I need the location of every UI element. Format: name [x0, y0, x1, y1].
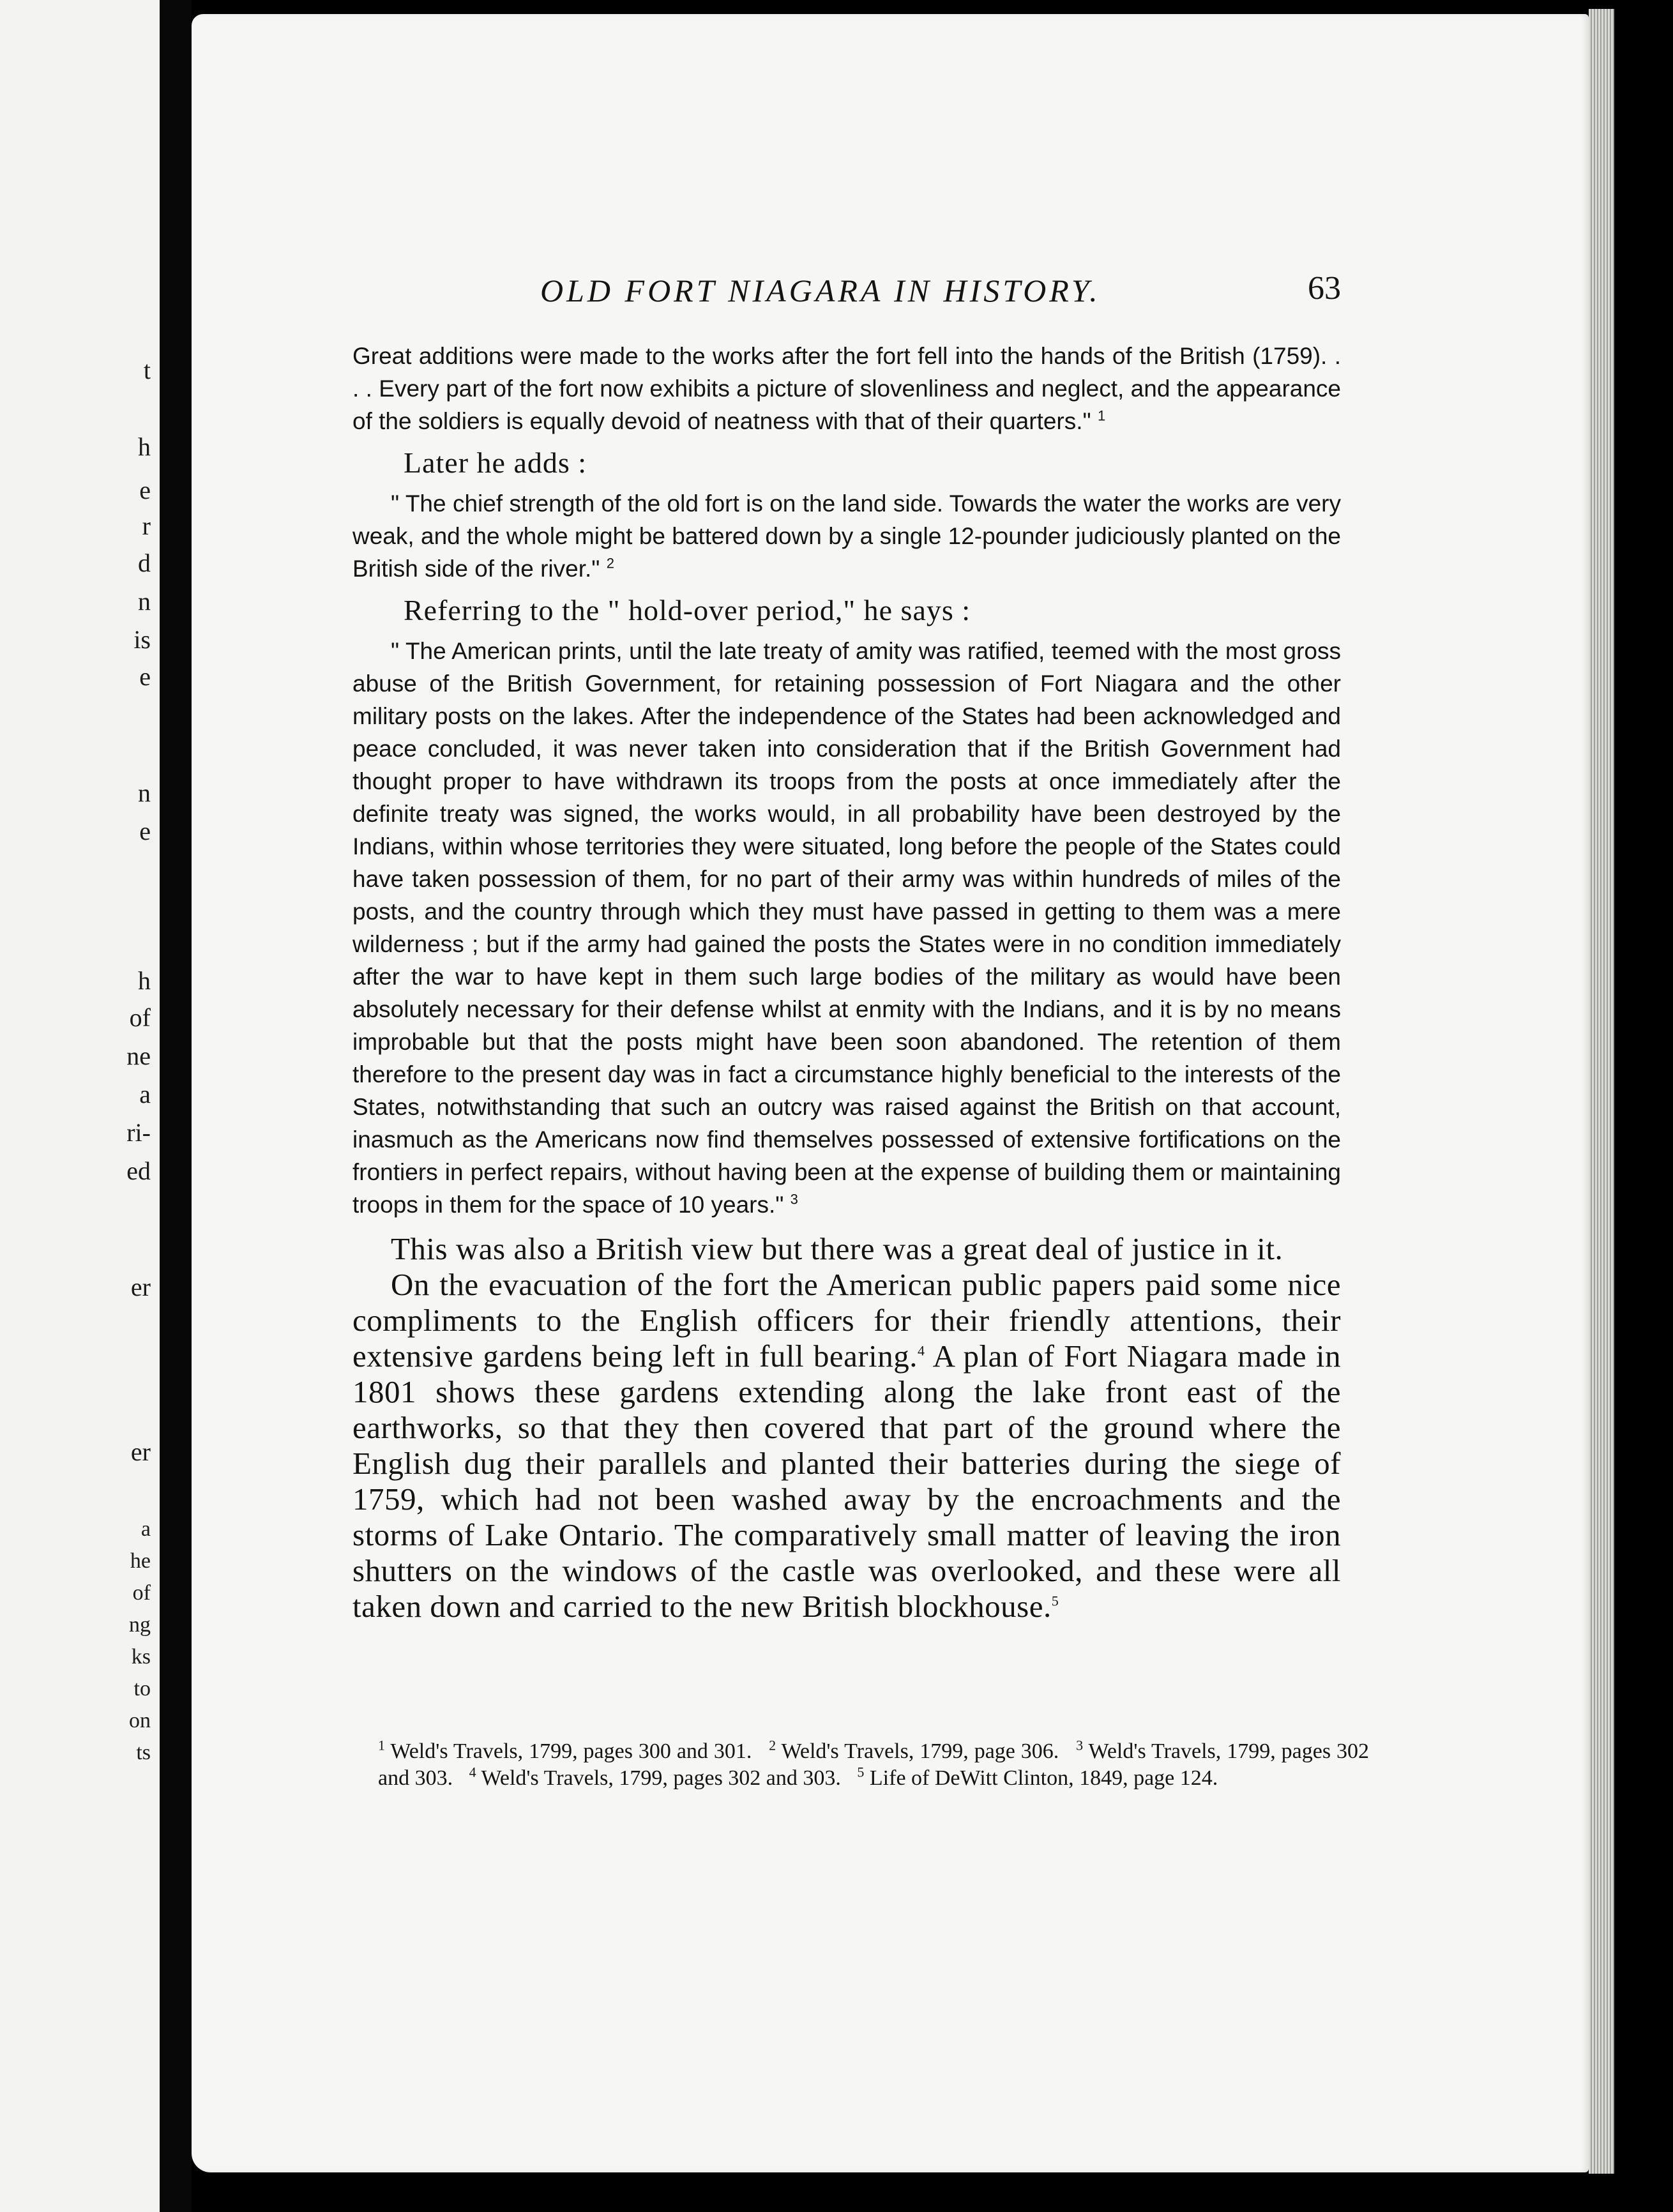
facing-page-letter: er	[130, 1273, 151, 1301]
footnote-number: 5	[857, 1764, 865, 1780]
footnote-ref: 3	[790, 1191, 798, 1208]
footnotes	[378, 1738, 1369, 1792]
facing-page-letter: to	[133, 1677, 151, 1701]
running-title: OLD FORT NIAGARA IN HISTORY.	[540, 273, 1101, 308]
quote-text: Great additions were made to the works after the fort fell into the hands of the British (1759). . . . Every part of the fort now exhibits a picture of slovenliness and neglect, and the appearance of the soldiers is equally devoid of neatness with that of their quarters."	[352, 343, 1341, 434]
facing-page-letter: of	[129, 1003, 151, 1032]
facing-page-letter: ne	[126, 1042, 151, 1070]
facing-page-letter: he	[130, 1549, 151, 1573]
page-stack-edge	[1589, 9, 1614, 2174]
quote-text: " The chief strength of the old fort is on the land side. Towards the water the works are very weak, and the whole might be battered down by a single 12-pounder judiciously planted on the British side of the river."	[352, 490, 1341, 582]
facing-page-letter: a	[139, 1080, 151, 1109]
footnote-number: 3	[1076, 1737, 1084, 1754]
footnote-number: 4	[469, 1764, 476, 1780]
footnote-ref: 2	[606, 555, 614, 572]
lead-in-text: Later he adds :	[404, 446, 587, 479]
footnote-ref: 1	[1097, 407, 1106, 424]
body-text: A plan of Fort Niagara made in 1801 shows these gardens extending along the lake front east of the earthworks, so that they then covered that part of the ground where the English dug their parallels and planted their batteries during the siege of 1759, which had not been washed away by the encroachments and the storms of Lake Ontario. The comparatively small matter of leaving the iron shutters on the windows of the castle was overlooked, and these were all taken down and carried to the new British blockhouse.	[352, 1338, 1341, 1624]
facing-page-letter: r	[142, 511, 151, 540]
facing-page-letter: h	[138, 432, 151, 461]
facing-page-letter: n	[138, 778, 151, 807]
lead-in-text: Referring to the " hold-over period," he says :	[404, 594, 971, 626]
footnote-text: Weld's Travels, 1799, pages 300 and 301.	[390, 1739, 752, 1763]
footnote-text: Weld's Travels, 1799, page 306.	[781, 1739, 1059, 1763]
facing-page-letter: ng	[129, 1613, 151, 1637]
body-paragraph: This was also a British view but there was a great deal of justice in it.	[391, 1231, 1283, 1266]
body-paragraph	[352, 1267, 1341, 1625]
facing-page-letter: n	[138, 587, 151, 616]
footnote-text: Weld's Travels, 1799, pages 302 and 303.	[481, 1766, 841, 1790]
page-body	[352, 340, 1341, 1625]
facing-page-letter: e	[139, 662, 151, 691]
facing-page-letter: h	[138, 966, 151, 995]
facing-page-letter: er	[130, 1437, 151, 1466]
body-text: On the evacuation of the fort the American public papers paid some nice compliments to the English officers for their friendly attentions, their extensive gardens being left in full bearing.	[352, 1267, 1341, 1374]
footnote-ref: 4	[918, 1342, 925, 1359]
quote-paragraph	[352, 635, 1341, 1221]
facing-page-fragment	[0, 0, 160, 2212]
book-gutter	[160, 0, 192, 2212]
facing-page-letter: e	[139, 817, 151, 845]
facing-page-letter: e	[139, 476, 151, 504]
footnote-text: Weld's Travels, 1799, pages 302 and 303.	[378, 1739, 1370, 1790]
footnote-number: 2	[769, 1737, 776, 1754]
facing-page-letter: ks	[131, 1645, 151, 1669]
running-header	[345, 254, 1341, 308]
footnote-text: Life of DeWitt Clinton, 1849, page 124.	[869, 1766, 1218, 1790]
facing-page-letter: of	[132, 1581, 151, 1605]
facing-page-letter: t	[143, 356, 151, 384]
facing-page-letter: is	[133, 625, 151, 654]
facing-page-letter: ed	[126, 1156, 151, 1185]
facing-page-letter: ri-	[126, 1118, 151, 1147]
footnote-number: 1	[378, 1737, 385, 1754]
quote-paragraph	[352, 340, 1341, 437]
page-number: 63	[1308, 270, 1341, 307]
facing-page-letter: on	[129, 1709, 151, 1732]
facing-page-letter: a	[140, 1517, 151, 1541]
quote-text: " The American prints, until the late treaty of amity was ratified, teemed with the most gross abuse of the British Government, for retaining possession of Fort Niagara and the other military posts on the lakes. After the independence of the States had been acknowledged and peace concluded, it was never taken into consideration that if the British Government had thought proper to have withdrawn its troops from the posts at once immediately after the definite treaty was signed, the works would, in all probability have been destroyed by the Indians, within whose territories they were situated, long before the people of the States could have taken possession of them, for no part of their army was within hundreds of miles of the posts, and the country through which they must have passed in getting to them was a mere wilderness ; but if the army had gained the posts the States were in no condition immediately after the war to have kept in them such large bodies of the military as would have been absolutely necessary for their defense whilst at enmity with the Indians, and it is by no means improbable but that the posts might have been soon abandoned. The retention of them therefore to the present day was in fact a circumstance highly beneficial to the interests of the States, notwithstanding that such an outcry was raised against the British on that account, inasmuch as the Americans now find themselves possessed of extensive fortifications on the frontiers in perfect repairs, without having been at the expense of building them or maintaining troops in them for the space of 10 years."	[352, 638, 1341, 1218]
quote-paragraph	[352, 487, 1341, 585]
facing-page-letter: d	[138, 549, 151, 577]
facing-page-letter: ts	[136, 1741, 151, 1764]
footnote-ref: 5	[1051, 1593, 1059, 1609]
